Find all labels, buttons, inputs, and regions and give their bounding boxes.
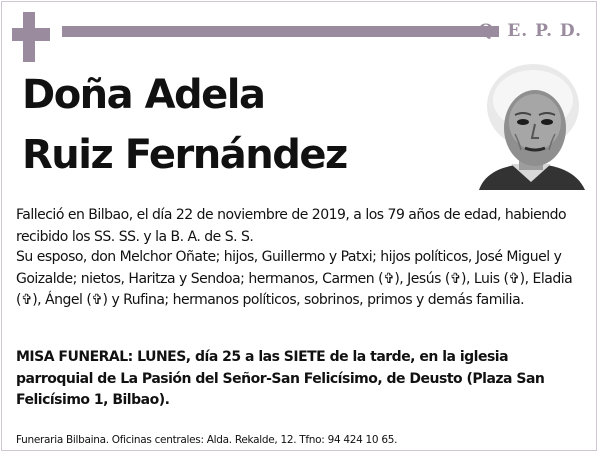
qepd-label: Q. E. P. D. bbox=[478, 21, 582, 41]
obituary-card bbox=[1, 1, 597, 451]
deceased-name-line1: Doña Adela bbox=[22, 72, 265, 118]
deceased-name-line2: Ruiz Fernández bbox=[22, 132, 347, 178]
death-notice: Falleció en Bilbao, el día 22 de noviembre de 2019, a los 79 años de edad, habiendo recibido los SS. SS. y la B. A. de S. S. bbox=[16, 207, 567, 245]
family-list: Su esposo, don Melchor Oñate; hijos, Guillermo y Patxi; hijos políticos, José Miguel y Goizalde; nietos, Haritza y Sendoa; hermanos, Carmen (✞), Jesús (✞), Luis (✞), Eladia (✞), Ángel (✞) y Rufina; hermanos políticos, sobrinos, primos y demás familia. bbox=[16, 249, 573, 308]
header-bar bbox=[62, 26, 499, 37]
funeral-home-info: Funeraria Bilbaina. Oficinas centrales: Alda. Rekalde, 12. Tfno: 94 424 10 65. bbox=[16, 434, 398, 446]
cross-icon bbox=[12, 12, 50, 62]
funeral-mass: MISA FUNERAL: LUNES, día 25 a las SIETE de la tarde, en la iglesia parroquial de La Pasión del Señor-San Felicísimo, de Deusto (Plaza San Felicísimo 1, Bilbao). bbox=[16, 349, 545, 408]
portrait-photo bbox=[475, 60, 587, 190]
